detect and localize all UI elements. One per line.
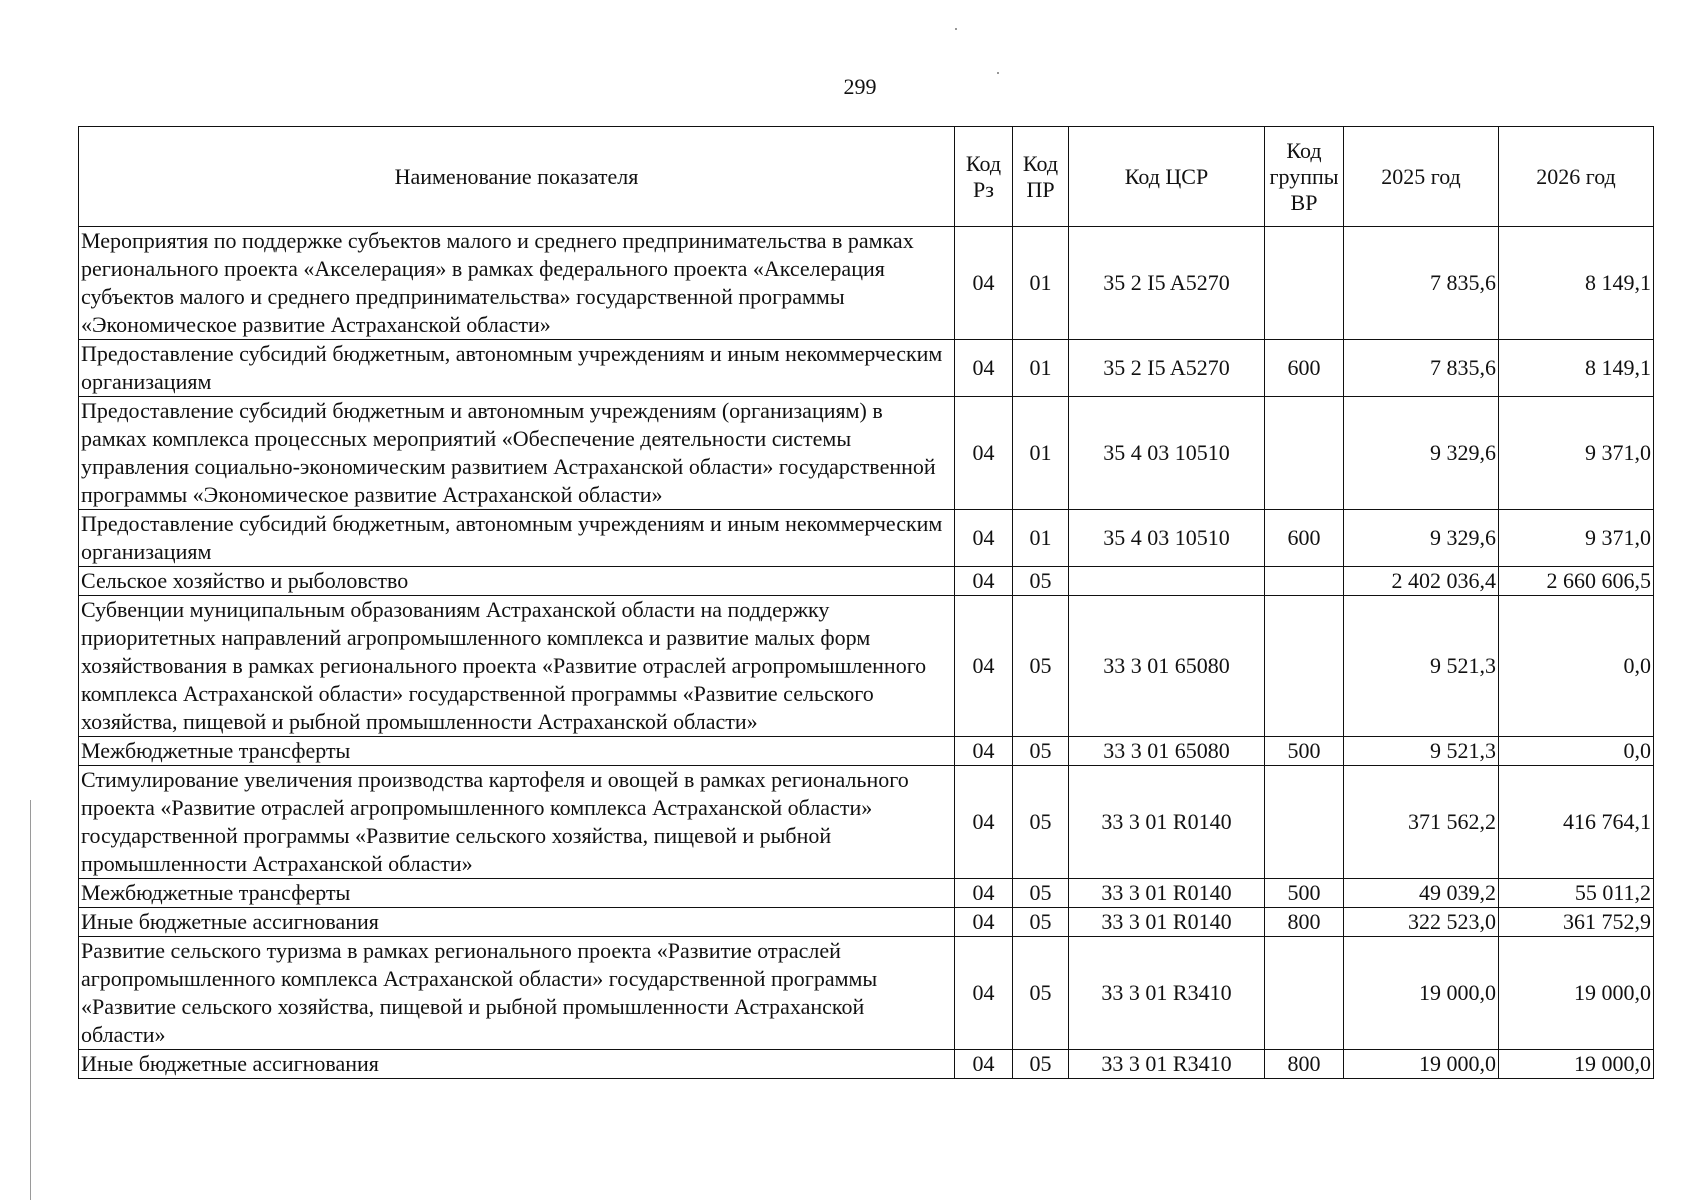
header-vr: Код группы ВР: [1265, 127, 1344, 227]
cell-pr: 01: [1013, 340, 1069, 397]
cell-vr: 800: [1265, 1050, 1344, 1079]
cell-name: Межбюджетные трансферты: [79, 879, 955, 908]
cell-rz: 04: [955, 737, 1013, 766]
cell-2025: 49 039,2: [1344, 879, 1499, 908]
cell-rz: 04: [955, 937, 1013, 1050]
cell-2025: 9 329,6: [1344, 510, 1499, 567]
cell-2026: 8 149,1: [1499, 227, 1654, 340]
cell-name: Предоставление субсидий бюджетным и автономным учреждениям (организациям) в рамках комплекса процессных мероприятий «Обеспечение деятельности системы управления социально-экономическим развитием Астраханской области» государственной программы «Экономическое развитие Астраханской области»: [79, 397, 955, 510]
cell-rz: 04: [955, 908, 1013, 937]
cell-csr: 33 3 01 65080: [1069, 737, 1265, 766]
cell-name: Иные бюджетные ассигнования: [79, 1050, 955, 1079]
cell-rz: 04: [955, 567, 1013, 596]
table-row: [79, 227, 1654, 340]
table-row: [79, 766, 1654, 879]
cell-2025: 9 521,3: [1344, 596, 1499, 737]
cell-2025: 19 000,0: [1344, 1050, 1499, 1079]
cell-rz: 04: [955, 879, 1013, 908]
table-row: [79, 879, 1654, 908]
header-name: Наименование показателя: [79, 127, 955, 227]
table-row: [79, 510, 1654, 567]
table-row: [79, 567, 1654, 596]
header-2025: 2025 год: [1344, 127, 1499, 227]
cell-2025: 9 521,3: [1344, 737, 1499, 766]
cell-csr: 33 3 01 R0140: [1069, 766, 1265, 879]
table-row: [79, 908, 1654, 937]
page-number: 299: [843, 74, 877, 99]
cell-vr: 600: [1265, 340, 1344, 397]
cell-rz: 04: [955, 227, 1013, 340]
table-row: [79, 596, 1654, 737]
cell-csr: 35 2 I5 A5270: [1069, 340, 1265, 397]
budget-table: [78, 126, 1654, 1079]
table-row: [79, 737, 1654, 766]
cell-csr: 33 3 01 R0140: [1069, 879, 1265, 908]
cell-csr: 35 4 03 10510: [1069, 510, 1265, 567]
cell-rz: 04: [955, 766, 1013, 879]
cell-2026: 2 660 606,5: [1499, 567, 1654, 596]
cell-name: Иные бюджетные ассигнования: [79, 908, 955, 937]
cell-pr: 05: [1013, 908, 1069, 937]
header-csr: Код ЦСР: [1069, 127, 1265, 227]
cell-csr: 33 3 01 65080: [1069, 596, 1265, 737]
cell-vr: 800: [1265, 908, 1344, 937]
cell-2026: 8 149,1: [1499, 340, 1654, 397]
table-header-row: [79, 127, 1654, 227]
cell-csr: 33 3 01 R3410: [1069, 1050, 1265, 1079]
table-row: [79, 397, 1654, 510]
cell-name: Субвенции муниципальным образованиям Астраханской области на поддержку приоритетных направлений агропромышленного комплекса и развитие малых форм хозяйствования в рамках регионального проекта «Развитие отраслей агропромышленного комплекса Астраханской области» государственной программы «Развитие сельского хозяйства, пищевой и рыбной промышленности Астраханской области»: [79, 596, 955, 737]
header-rz: Код Рз: [955, 127, 1013, 227]
cell-rz: 04: [955, 340, 1013, 397]
cell-vr: [1265, 227, 1344, 340]
scan-edge-line: [30, 800, 31, 1200]
cell-rz: 04: [955, 397, 1013, 510]
cell-vr: 500: [1265, 737, 1344, 766]
cell-pr: 05: [1013, 879, 1069, 908]
cell-rz: 04: [955, 596, 1013, 737]
cell-pr: 05: [1013, 567, 1069, 596]
cell-pr: 05: [1013, 937, 1069, 1050]
table-row: [79, 1050, 1654, 1079]
cell-vr: 600: [1265, 510, 1344, 567]
cell-2026: 0,0: [1499, 596, 1654, 737]
cell-name: Развитие сельского туризма в рамках регионального проекта «Развитие отраслей агропромышленного комплекса Астраханской области» государственной программы «Развитие сельского хозяйства, пищевой и рыбной промышленности Астраханской области»: [79, 937, 955, 1050]
cell-name: Межбюджетные трансферты: [79, 737, 955, 766]
scan-speck: [997, 72, 999, 74]
cell-rz: 04: [955, 1050, 1013, 1079]
cell-2026: 361 752,9: [1499, 908, 1654, 937]
cell-vr: [1265, 766, 1344, 879]
cell-vr: [1265, 397, 1344, 510]
cell-pr: 01: [1013, 227, 1069, 340]
cell-2026: 55 011,2: [1499, 879, 1654, 908]
cell-csr: 35 2 I5 A5270: [1069, 227, 1265, 340]
table-row: [79, 937, 1654, 1050]
cell-vr: [1265, 596, 1344, 737]
cell-rz: 04: [955, 510, 1013, 567]
cell-name: Стимулирование увеличения производства картофеля и овощей в рамках регионального проекта «Развитие отраслей агропромышленного комплекса Астраханской области» государственной программы «Развитие сельского хозяйства, пищевой и рыбной промышленности Астраханской области»: [79, 766, 955, 879]
cell-pr: 01: [1013, 397, 1069, 510]
cell-2025: 322 523,0: [1344, 908, 1499, 937]
cell-2026: 416 764,1: [1499, 766, 1654, 879]
cell-pr: 05: [1013, 1050, 1069, 1079]
cell-2026: 19 000,0: [1499, 1050, 1654, 1079]
cell-name: Предоставление субсидий бюджетным, автономным учреждениям и иным некоммерческим организациям: [79, 510, 955, 567]
table-row: [79, 340, 1654, 397]
cell-2025: 371 562,2: [1344, 766, 1499, 879]
cell-vr: [1265, 567, 1344, 596]
cell-2026: 9 371,0: [1499, 397, 1654, 510]
cell-pr: 05: [1013, 766, 1069, 879]
table-body: [79, 227, 1654, 1079]
cell-2025: 9 329,6: [1344, 397, 1499, 510]
cell-2025: 2 402 036,4: [1344, 567, 1499, 596]
cell-csr: 35 4 03 10510: [1069, 397, 1265, 510]
cell-csr: 33 3 01 R3410: [1069, 937, 1265, 1050]
cell-csr: [1069, 567, 1265, 596]
header-pr: Код ПР: [1013, 127, 1069, 227]
cell-name: Мероприятия по поддержке субъектов малого и среднего предпринимательства в рамках регионального проекта «Акселерация» в рамках федерального проекта «Акселерация субъектов малого и среднего предпринимательства» государственной программы «Экономическое развитие Астраханской области»: [79, 227, 955, 340]
cell-2026: 19 000,0: [1499, 937, 1654, 1050]
cell-vr: 500: [1265, 879, 1344, 908]
cell-2026: 0,0: [1499, 737, 1654, 766]
cell-pr: 05: [1013, 737, 1069, 766]
cell-2025: 7 835,6: [1344, 227, 1499, 340]
cell-vr: [1265, 937, 1344, 1050]
scan-speck: [955, 28, 957, 30]
cell-pr: 01: [1013, 510, 1069, 567]
cell-2025: 19 000,0: [1344, 937, 1499, 1050]
cell-name: Сельское хозяйство и рыболовство: [79, 567, 955, 596]
cell-2026: 9 371,0: [1499, 510, 1654, 567]
cell-2025: 7 835,6: [1344, 340, 1499, 397]
cell-pr: 05: [1013, 596, 1069, 737]
header-2026: 2026 год: [1499, 127, 1654, 227]
cell-csr: 33 3 01 R0140: [1069, 908, 1265, 937]
cell-name: Предоставление субсидий бюджетным, автономным учреждениям и иным некоммерческим организациям: [79, 340, 955, 397]
